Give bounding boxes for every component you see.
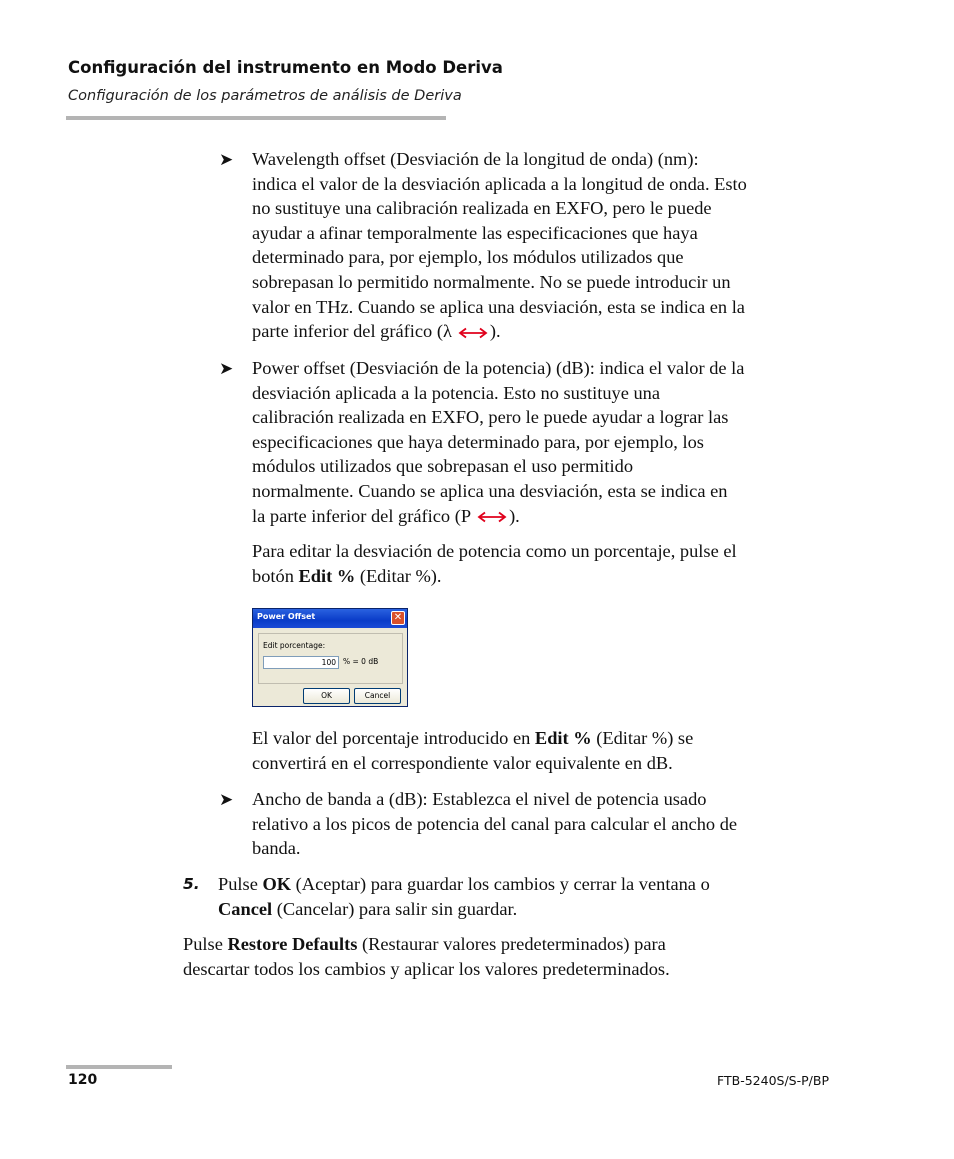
text-line: botón Edit % (Editar %). — [252, 565, 442, 586]
header-divider — [66, 116, 446, 120]
text-line: la parte inferior del gráfico (P ). — [252, 505, 520, 526]
text-line: valor en THz. Cuando se aplica una desviación, esta se indica en la — [252, 296, 745, 317]
text-line: indica el valor de la desviación aplicada a la longitud de onda. Esto — [252, 173, 747, 194]
restore-defaults-paragraph — [183, 932, 670, 981]
text-line: especificaciones que haya determinado para, por ejemplo, los — [252, 431, 704, 452]
text-line: convertirá en el correspondiente valor equivalente en dB. — [252, 752, 673, 773]
bandwidth-item — [252, 787, 737, 861]
text-line: determinado para, por ejemplo, los módulos utilizados que — [252, 247, 684, 268]
text-line: Para editar la desviación de potencia como un porcentaje, pulse el — [252, 541, 737, 561]
footer-divider — [66, 1065, 172, 1069]
double-arrow-icon — [477, 511, 507, 523]
text-line: Pulse Restore Defaults (Restaurar valores predeterminados) para — [183, 934, 666, 954]
db-equivalent-label: % = 0 dB — [343, 657, 379, 666]
text-line: no sustituye una calibración realizada en EXFO, pero le puede — [252, 198, 712, 219]
product-model: FTB-5240S/S-P/BP — [717, 1073, 829, 1088]
dialog-titlebar — [253, 609, 407, 628]
double-arrow-icon — [458, 327, 488, 339]
text-line: Wavelength offset (Desviación de la longitud de onda) (nm): — [252, 149, 699, 169]
text-line: descartar todos los cambios y aplicar los valores predeterminados. — [183, 958, 670, 979]
text-line: Pulse OK (Aceptar) para guardar los cambios y cerrar la ventana o — [218, 874, 710, 894]
text-line: calibración realizada en EXFO, pero le puede ayudar a lograr las — [252, 407, 729, 428]
text-line: relativo a los picos de potencia del canal para calcular el ancho de — [252, 813, 738, 834]
percentage-value-paragraph — [252, 726, 693, 775]
text-line: ayudar a afinar temporalmente las especificaciones que haya — [252, 222, 698, 243]
wavelength-offset-item — [252, 147, 747, 344]
ok-button[interactable]: OK — [303, 688, 350, 704]
step-number: 5. — [183, 875, 200, 893]
text-line: Power offset (Desviación de la potencia) (dB): indica el valor de la — [252, 358, 745, 378]
text-line: módulos utilizados que sobrepasan el uso permitido — [252, 456, 634, 477]
percentage-input[interactable]: 100 — [263, 656, 339, 669]
page-number: 120 — [68, 1072, 98, 1088]
text-line: parte inferior del gráfico (λ ). — [252, 321, 501, 342]
edit-percent-paragraph — [252, 539, 737, 588]
text-line: banda. — [252, 838, 301, 859]
text-line: Ancho de banda a (dB): Establezca el nivel de potencia usado — [252, 789, 707, 809]
step-5-text — [218, 872, 710, 921]
cancel-button[interactable]: Cancel — [354, 688, 401, 704]
text-line: Cancel (Cancelar) para salir sin guardar. — [218, 898, 518, 919]
section-title: Configuración del instrumento en Modo Deriva — [68, 58, 503, 77]
text-line: sobrepasan lo permitido normalmente. No se puede introducir un — [252, 271, 731, 292]
section-subtitle: Configuración de los parámetros de análisis de Deriva — [68, 88, 462, 104]
dialog-title: Power Offset — [257, 612, 316, 621]
edit-percentage-label: Edit porcentage: — [263, 641, 326, 650]
bullet-arrow-icon: ➤ — [219, 359, 234, 378]
power-offset-dialog — [252, 608, 408, 707]
power-offset-item — [252, 356, 744, 528]
bullet-arrow-icon: ➤ — [219, 150, 234, 169]
text-line: normalmente. Cuando se aplica una desviación, esta se indica en — [252, 480, 728, 501]
bullet-arrow-icon: ➤ — [219, 790, 234, 809]
close-icon[interactable]: ✕ — [391, 611, 405, 625]
text-line: desviación aplicada a la potencia. Esto no sustituye una — [252, 382, 661, 403]
text-line: El valor del porcentaje introducido en Edit % (Editar %) se — [252, 728, 694, 748]
